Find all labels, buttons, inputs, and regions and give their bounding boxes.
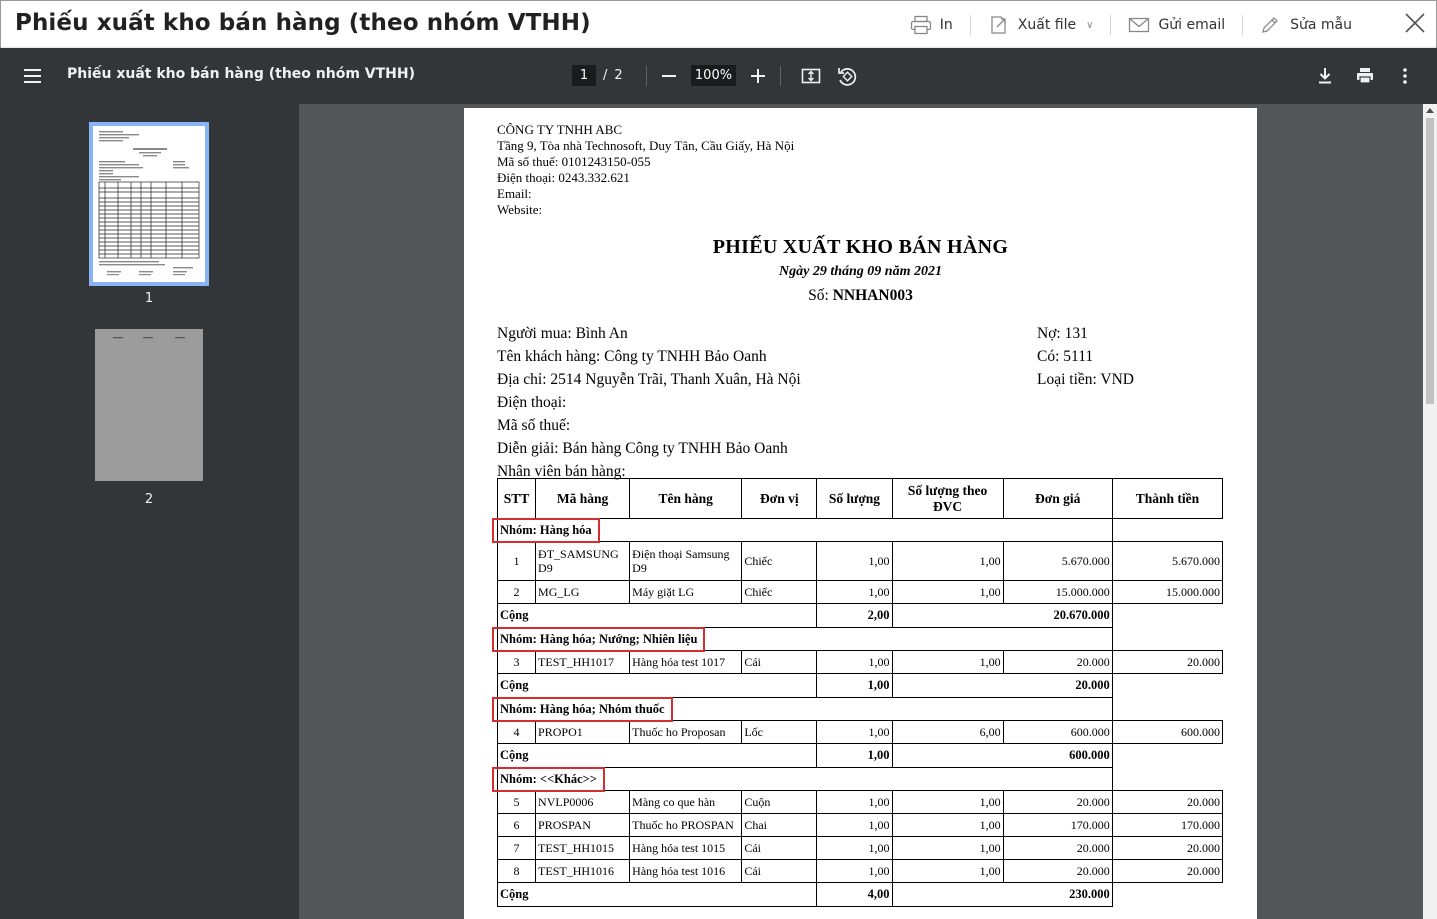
edit-template-button[interactable] <box>1260 15 1352 35</box>
table-header-row <box>498 479 1223 519</box>
company-info <box>497 122 794 218</box>
table-row <box>498 837 1223 860</box>
download-icon[interactable] <box>1313 64 1337 88</box>
items-table <box>497 478 1223 907</box>
buyer: Người mua: Bình An <box>497 325 628 342</box>
page-number-input[interactable]: 1 <box>572 65 596 86</box>
group-total-row <box>498 604 1223 628</box>
cell-name: Hàng hóa test 1017 <box>630 651 742 674</box>
empty-cell <box>1112 744 1222 768</box>
send-email-button[interactable] <box>1128 15 1225 35</box>
cell-name: Hàng hóa test 1016 <box>630 860 742 883</box>
cell-code: TEST_HH1016 <box>536 860 630 883</box>
document-number-value: NNHAN003 <box>832 287 913 304</box>
column-header: STT <box>498 479 536 519</box>
total-qty: 1,00 <box>817 744 892 768</box>
cell-unit: Cái <box>742 651 817 674</box>
cell-stt: 5 <box>498 791 536 814</box>
group-header-row <box>498 519 1223 542</box>
pdf-viewer[interactable] <box>299 104 1423 919</box>
debit-account: Nợ: 131 <box>1037 325 1088 342</box>
thumbnail-page-2[interactable] <box>95 329 203 481</box>
cell-price: 20.000 <box>1003 860 1112 883</box>
thumbnail-page-1-preview <box>93 126 205 282</box>
cell-qty: 1,00 <box>817 581 892 604</box>
thumbnail-sidebar <box>0 104 299 919</box>
cell-code: NVLP0006 <box>536 791 630 814</box>
cell-qty_dvc: 1,00 <box>892 542 1003 581</box>
print-button[interactable] <box>910 15 953 35</box>
header-actions <box>910 15 1352 35</box>
total-label: Cộng <box>498 883 817 907</box>
group-name: Nhóm: <<Khác>> <box>498 768 1113 791</box>
printer-icon <box>910 15 932 35</box>
customer-phone: Điện thoại: <box>497 394 567 411</box>
cell-qty_dvc: 1,00 <box>892 837 1003 860</box>
currency: Loại tiền: VND <box>1037 371 1135 388</box>
fit-page-icon[interactable] <box>799 64 823 88</box>
cell-name: Thuốc ho PROSPAN <box>630 814 742 837</box>
column-header: Số lượng <box>817 479 892 519</box>
column-header: Đơn giá <box>1003 479 1112 519</box>
empty-cell <box>1112 698 1222 721</box>
print-label: In <box>939 17 953 33</box>
cell-code: PROPO1 <box>536 721 630 744</box>
cell-price: 5.670.000 <box>1003 542 1112 581</box>
divider <box>1110 15 1111 35</box>
cell-stt: 7 <box>498 837 536 860</box>
mail-icon <box>1128 15 1150 35</box>
group-name: Nhóm: Hàng hóa; Nướng; Nhiên liệu <box>498 628 1113 651</box>
cell-qty_dvc: 6,00 <box>892 721 1003 744</box>
cell-name: Hàng hóa test 1015 <box>630 837 742 860</box>
cell-price: 600.000 <box>1003 721 1112 744</box>
page-separator: / <box>603 68 608 83</box>
export-file-button[interactable] <box>988 15 1094 35</box>
cell-code: ĐT_SAMSUNG D9 <box>536 542 630 581</box>
group-highlight-box <box>492 627 706 652</box>
cell-price: 170.000 <box>1003 814 1112 837</box>
column-header: Đơn vị <box>742 479 817 519</box>
cell-unit: Cuộn <box>742 791 817 814</box>
pdf-toolbar <box>0 48 1437 104</box>
column-header: Tên hàng <box>630 479 742 519</box>
cell-amount: 600.000 <box>1112 721 1222 744</box>
empty-cell <box>1112 768 1222 791</box>
cell-stt: 6 <box>498 814 536 837</box>
group-name: Nhóm: Hàng hóa <box>498 519 1113 542</box>
cell-amount: 170.000 <box>1112 814 1222 837</box>
send-email-label: Gửi email <box>1158 17 1226 33</box>
zoom-input[interactable]: 100% <box>691 65 736 86</box>
divider <box>780 66 781 86</box>
cell-code: MG_LG <box>536 581 630 604</box>
company-phone: Điện thoại: 0243.332.621 <box>497 170 630 185</box>
pdf-page <box>464 108 1257 919</box>
table-row <box>498 581 1223 604</box>
zoom-in-icon[interactable] <box>746 64 770 88</box>
table-row <box>498 721 1223 744</box>
total-label: Cộng <box>498 604 817 628</box>
pdf-title: Phiếu xuất kho bán hàng (theo nhóm VTHH) <box>67 66 416 82</box>
thumbnail-page-1[interactable] <box>89 122 209 286</box>
cell-amount: 20.000 <box>1112 791 1222 814</box>
group-highlight-box <box>492 767 605 792</box>
thumbnail-page-2-preview <box>95 329 203 481</box>
total-amount: 20.000 <box>892 674 1112 698</box>
column-header: Số lượng theo ĐVC <box>892 479 1003 519</box>
pencil-icon <box>1260 15 1282 35</box>
dialog-header <box>0 0 1437 48</box>
cell-name: Điện thoại Samsung D9 <box>630 542 742 581</box>
cell-price: 15.000.000 <box>1003 581 1112 604</box>
rotate-icon[interactable] <box>835 64 859 88</box>
table-row <box>498 814 1223 837</box>
company-address: Tầng 9, Tòa nhà Technosoft, Duy Tân, Cầu Giấy, Hà Nội <box>497 138 795 153</box>
company-website: Website: <box>497 202 543 217</box>
cell-unit: Cái <box>742 860 817 883</box>
cell-amount: 15.000.000 <box>1112 581 1222 604</box>
empty-cell <box>1112 628 1222 651</box>
company-email: Email: <box>497 186 532 201</box>
more-options-icon[interactable] <box>1393 64 1417 88</box>
scroll-up-icon[interactable] <box>1426 108 1434 113</box>
chevron-down-icon: ∨ <box>1086 19 1094 31</box>
cell-price: 20.000 <box>1003 651 1112 674</box>
cell-qty: 1,00 <box>817 651 892 674</box>
cell-stt: 8 <box>498 860 536 883</box>
customer-address: Địa chỉ: 2514 Nguyễn Trãi, Thanh Xuân, Hà Nội <box>497 371 801 388</box>
cell-qty_dvc: 1,00 <box>892 814 1003 837</box>
cell-unit: Lốc <box>742 721 817 744</box>
customer-info <box>497 322 801 483</box>
edit-template-label: Sửa mẫu <box>1290 17 1352 33</box>
cell-qty: 1,00 <box>817 791 892 814</box>
close-icon[interactable] <box>1403 11 1427 35</box>
page-control <box>572 65 623 86</box>
total-label: Cộng <box>498 674 817 698</box>
cell-price: 20.000 <box>1003 791 1112 814</box>
thumbnail-label-1: 1 <box>144 291 154 306</box>
print-icon[interactable] <box>1353 64 1377 88</box>
group-total-row <box>498 883 1223 907</box>
cell-unit: Cái <box>742 837 817 860</box>
divider <box>1242 15 1243 35</box>
cell-qty_dvc: 1,00 <box>892 791 1003 814</box>
total-pages: 2 <box>614 68 623 83</box>
description: Diễn giải: Bán hàng Công ty TNHH Bảo Oanh <box>497 440 788 457</box>
dialog-title: Phiếu xuất kho bán hàng (theo nhóm VTHH) <box>15 10 591 36</box>
cell-name: Máy giặt LG <box>630 581 742 604</box>
cell-qty: 1,00 <box>817 542 892 581</box>
total-amount: 230.000 <box>892 883 1112 907</box>
column-header: Thành tiền <box>1112 479 1222 519</box>
cell-stt: 2 <box>498 581 536 604</box>
empty-cell <box>1112 883 1222 907</box>
zoom-out-icon[interactable] <box>657 64 681 88</box>
export-file-icon <box>988 15 1010 35</box>
cell-stt: 1 <box>498 542 536 581</box>
customer-tax-code: Mã số thuế: <box>497 417 571 434</box>
group-total-row <box>498 674 1223 698</box>
company-name: CÔNG TY TNHH ABC <box>497 122 623 137</box>
empty-cell <box>1112 519 1222 542</box>
cell-amount: 20.000 <box>1112 837 1222 860</box>
cell-qty: 1,00 <box>817 860 892 883</box>
cell-qty: 1,00 <box>817 814 892 837</box>
group-total-row <box>498 744 1223 768</box>
cell-unit: Chiếc <box>742 542 817 581</box>
cell-qty: 1,00 <box>817 721 892 744</box>
total-qty: 4,00 <box>817 883 892 907</box>
table-row <box>498 651 1223 674</box>
cell-qty_dvc: 1,00 <box>892 581 1003 604</box>
menu-icon[interactable] <box>23 66 43 86</box>
divider <box>646 66 647 86</box>
cell-price: 20.000 <box>1003 837 1112 860</box>
cell-unit: Chai <box>742 814 817 837</box>
divider <box>970 15 971 35</box>
total-qty: 2,00 <box>817 604 892 628</box>
document-date: Ngày 29 tháng 09 năm 2021 <box>779 264 942 279</box>
cell-stt: 4 <box>498 721 536 744</box>
customer-name: Tên khách hàng: Công ty TNHH Bảo Oanh <box>497 348 767 365</box>
document-number <box>464 287 1257 305</box>
cell-code: TEST_HH1017 <box>536 651 630 674</box>
company-tax-code: Mã số thuế: 0101243150-055 <box>497 154 651 169</box>
total-label: Cộng <box>498 744 817 768</box>
cell-name: Thuốc ho Proposan <box>630 721 742 744</box>
group-name: Nhóm: Hàng hóa; Nhóm thuốc <box>498 698 1113 721</box>
cell-name: Màng co que hàn <box>630 791 742 814</box>
table-row <box>498 542 1223 581</box>
group-highlight-box <box>492 518 600 543</box>
empty-cell <box>1112 674 1222 698</box>
cell-qty_dvc: 1,00 <box>892 860 1003 883</box>
export-file-label: Xuất file <box>1017 17 1077 33</box>
total-qty: 1,00 <box>817 674 892 698</box>
accounting-info <box>1037 322 1134 391</box>
cell-qty_dvc: 1,00 <box>892 651 1003 674</box>
total-amount: 20.670.000 <box>892 604 1112 628</box>
group-highlight-box <box>492 697 673 722</box>
column-header: Mã hàng <box>536 479 630 519</box>
cell-code: PROSPAN <box>536 814 630 837</box>
cell-qty: 1,00 <box>817 837 892 860</box>
document-number-label: Số: <box>808 287 833 304</box>
scrollbar-thumb[interactable] <box>1426 118 1434 404</box>
cell-code: TEST_HH1015 <box>536 837 630 860</box>
salesperson: Nhân viên bán hàng: <box>497 463 626 480</box>
table-row <box>498 791 1223 814</box>
group-header-row <box>498 768 1223 791</box>
table-row <box>498 860 1223 883</box>
cell-unit: Chiếc <box>742 581 817 604</box>
empty-cell <box>1112 604 1222 628</box>
cell-amount: 20.000 <box>1112 860 1222 883</box>
cell-stt: 3 <box>498 651 536 674</box>
thumbnail-label-2: 2 <box>144 492 154 507</box>
document-title: PHIẾU XUẤT KHO BÁN HÀNG <box>712 236 1009 258</box>
credit-account: Có: 5111 <box>1037 348 1094 365</box>
total-amount: 600.000 <box>892 744 1112 768</box>
cell-amount: 5.670.000 <box>1112 542 1222 581</box>
cell-amount: 20.000 <box>1112 651 1222 674</box>
